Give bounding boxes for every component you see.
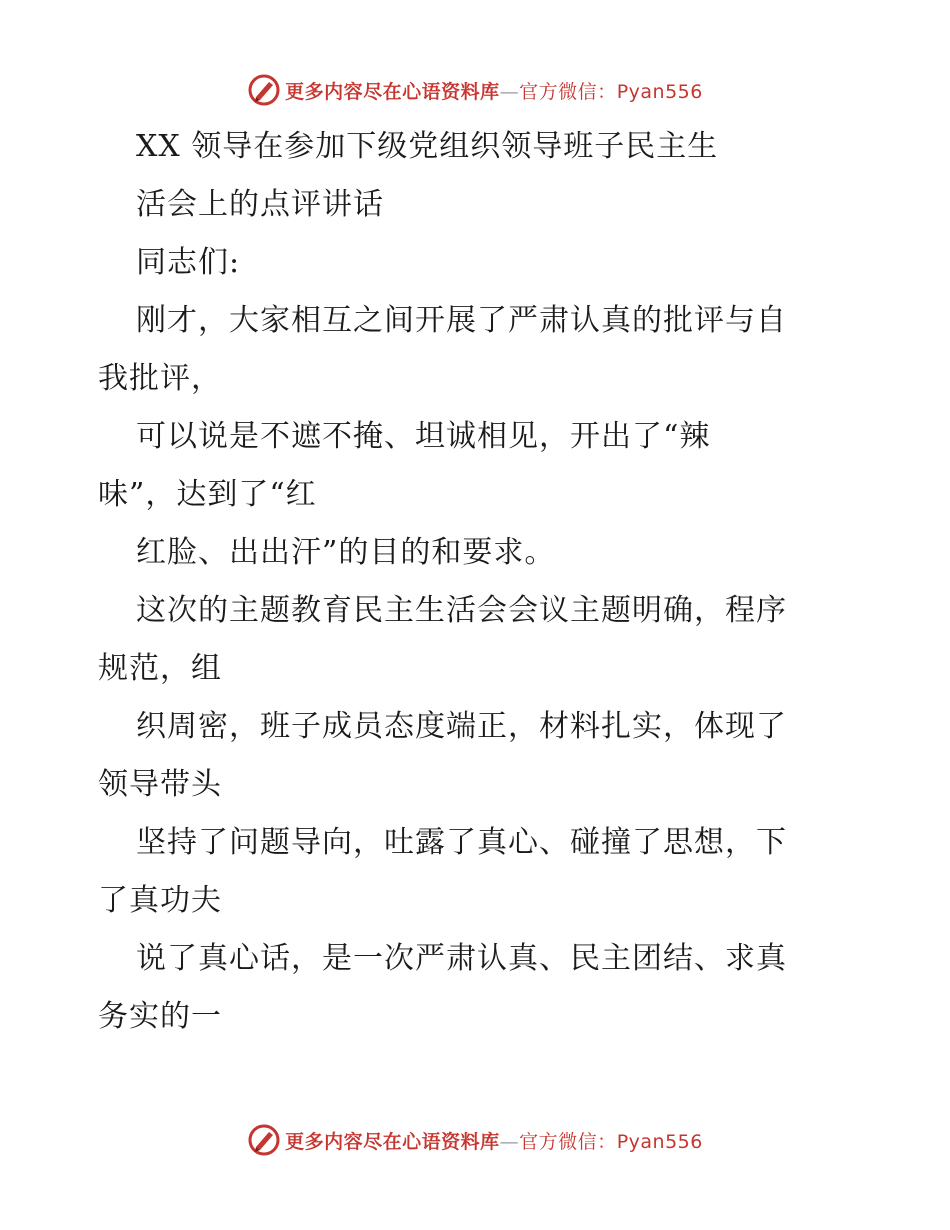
- text-line: 这次的主题教育民主生活会会议主题明确，程序: [136, 593, 787, 628]
- text-line: 我批评，: [98, 361, 222, 396]
- document-body: [98, 118, 858, 1046]
- watermark-tail: 官方微信：: [519, 1130, 617, 1153]
- watermark-main: 更多内容尽在心语资料库: [285, 1130, 500, 1153]
- watermark-header: [0, 70, 950, 110]
- watermark-dash: —: [499, 1130, 520, 1153]
- watermark-dash: —: [499, 80, 520, 103]
- text-line: 说了真心话，是一次严肃认真、民主团结、求真: [136, 941, 787, 976]
- text-line: 味”，达到了“红: [98, 477, 317, 512]
- text-line: 坚持了问题导向，吐露了真心、碰撞了思想，下: [136, 825, 787, 860]
- watermark-id: Pyan556: [616, 1130, 703, 1153]
- text-line: XX 领导在参加下级党组织领导班子民主生: [136, 129, 719, 164]
- text-line: 可以说是不遮不掩、坦诚相见，开出了“辣: [136, 419, 711, 454]
- pen-logo-icon: [247, 73, 281, 107]
- text-line: 领导带头: [98, 767, 222, 802]
- watermark-text: [285, 1127, 703, 1154]
- text-line: 务实的一: [98, 999, 222, 1034]
- text-line: 同志们:: [136, 245, 241, 280]
- watermark-tail: 官方微信：: [519, 80, 617, 103]
- text-line: 红脸、出出汗”的目的和要求。: [136, 535, 556, 570]
- text-line: 活会上的点评讲话: [136, 187, 384, 222]
- watermark-footer: [0, 1120, 950, 1160]
- pen-logo-icon: [247, 1123, 281, 1157]
- watermark-text: [285, 77, 703, 104]
- text-line: 了真功夫: [98, 883, 222, 918]
- watermark-id: Pyan556: [616, 80, 703, 103]
- watermark-main: 更多内容尽在心语资料库: [285, 80, 500, 103]
- text-line: 规范，组: [98, 651, 222, 686]
- text-line: 织周密，班子成员态度端正，材料扎实，体现了: [136, 709, 787, 744]
- text-line: 刚才，大家相互之间开展了严肃认真的批评与自: [136, 303, 787, 338]
